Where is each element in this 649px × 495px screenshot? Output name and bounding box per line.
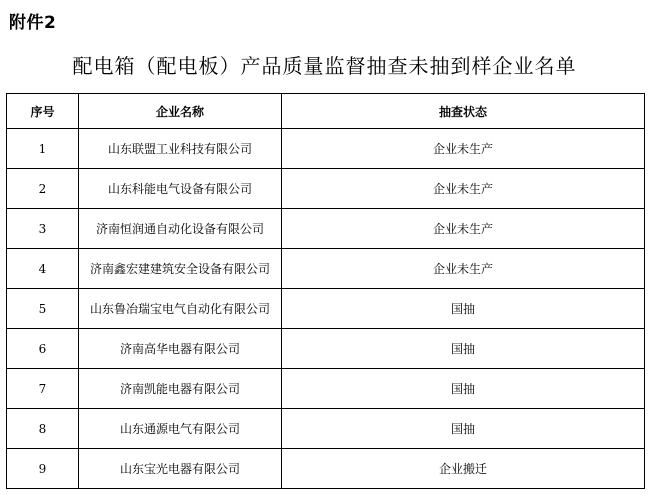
cell-status: 国抽 bbox=[282, 329, 645, 369]
cell-index: 2 bbox=[7, 169, 79, 209]
table-row bbox=[7, 249, 645, 289]
document-title: 配电箱（配电板）产品质量监督抽查未抽到样企业名单 bbox=[72, 54, 577, 78]
cell-status: 国抽 bbox=[282, 409, 645, 449]
cell-company: 济南恒润通自动化设备有限公司 bbox=[79, 209, 282, 249]
header-company: 企业名称 bbox=[79, 94, 282, 129]
header-status: 抽查状态 bbox=[282, 94, 645, 129]
cell-company: 济南凯能电器有限公司 bbox=[79, 369, 282, 409]
table-row bbox=[7, 209, 645, 249]
cell-company: 济南高华电器有限公司 bbox=[79, 329, 282, 369]
cell-index: 9 bbox=[7, 449, 79, 489]
cell-status: 国抽 bbox=[282, 369, 645, 409]
cell-company: 山东宝光电器有限公司 bbox=[79, 449, 282, 489]
cell-status: 企业未生产 bbox=[282, 129, 645, 169]
cell-index: 6 bbox=[7, 329, 79, 369]
cell-index: 5 bbox=[7, 289, 79, 329]
cell-status: 企业未生产 bbox=[282, 209, 645, 249]
table-row bbox=[7, 449, 645, 489]
attachment-label: 附件2 bbox=[9, 13, 57, 33]
cell-company: 山东科能电气设备有限公司 bbox=[79, 169, 282, 209]
table-header-row bbox=[7, 94, 645, 129]
cell-company: 济南鑫宏建建筑安全设备有限公司 bbox=[79, 249, 282, 289]
cell-index: 4 bbox=[7, 249, 79, 289]
table-row bbox=[7, 129, 645, 169]
cell-index: 8 bbox=[7, 409, 79, 449]
cell-company: 山东通源电气有限公司 bbox=[79, 409, 282, 449]
cell-company: 山东鲁冶瑞宝电气自动化有限公司 bbox=[79, 289, 282, 329]
cell-status: 企业未生产 bbox=[282, 249, 645, 289]
table-row bbox=[7, 329, 645, 369]
cell-status: 国抽 bbox=[282, 289, 645, 329]
cell-status: 企业未生产 bbox=[282, 169, 645, 209]
cell-index: 1 bbox=[7, 129, 79, 169]
table-row bbox=[7, 289, 645, 329]
table-row bbox=[7, 169, 645, 209]
company-table bbox=[6, 93, 645, 489]
table-row bbox=[7, 409, 645, 449]
header-index: 序号 bbox=[7, 94, 79, 129]
cell-index: 7 bbox=[7, 369, 79, 409]
cell-index: 3 bbox=[7, 209, 79, 249]
cell-company: 山东联盟工业科技有限公司 bbox=[79, 129, 282, 169]
cell-status: 企业搬迁 bbox=[282, 449, 645, 489]
table-row bbox=[7, 369, 645, 409]
